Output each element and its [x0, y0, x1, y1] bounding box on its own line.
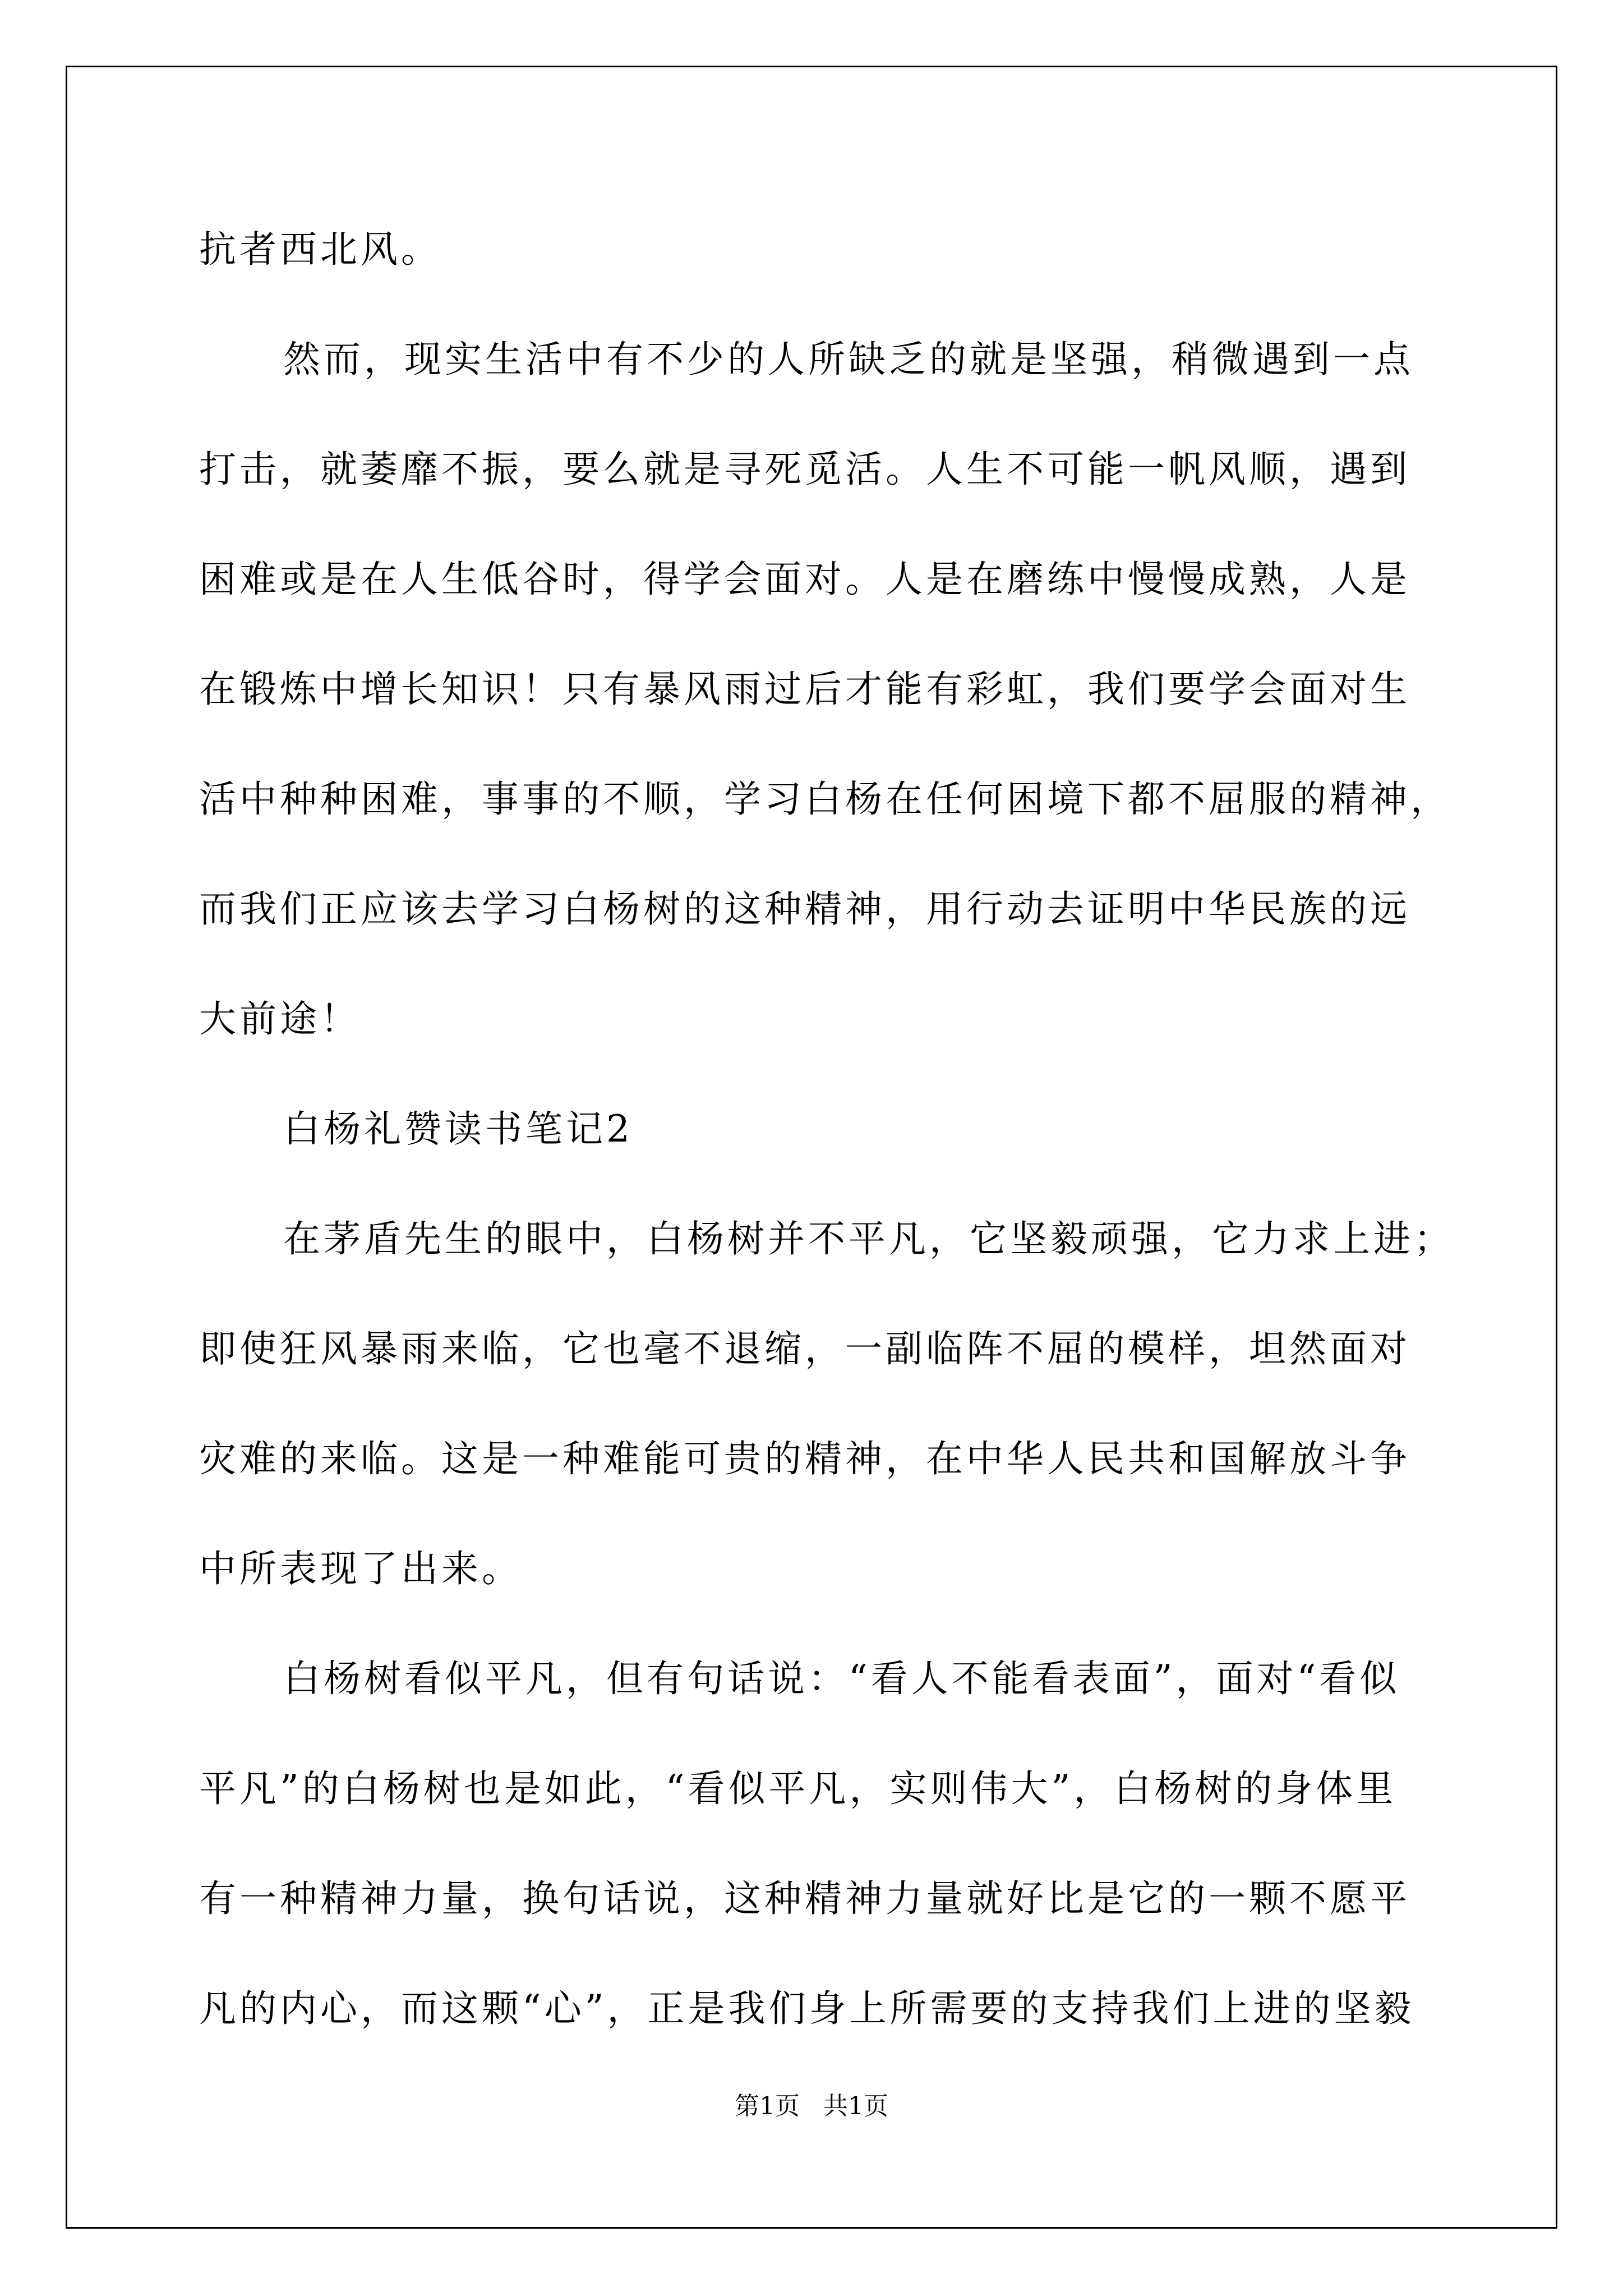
text-line: 即使狂风暴雨来临，它也毫不退缩，一副临阵不屈的模样，坦然面对	[199, 1327, 1410, 1370]
text-line: 大前途！	[199, 997, 361, 1041]
text-line: 活中种种困难，事事的不顺，学习白杨在任何困境下都不屈服的精神，	[199, 777, 1451, 821]
text-line: 有一种精神力量，换句话说，这种精神力量就好比是它的一颗不愿平	[199, 1877, 1410, 1920]
text-line: 在茅盾先生的眼中，白杨树并不平凡，它坚毅顽强，它力求上进；	[283, 1217, 1454, 1260]
text-line: 抗者西北风。	[199, 228, 441, 271]
text-line: 凡的内心，而这颗“心”，正是我们身上所需要的支持我们上进的坚毅	[199, 1987, 1415, 2030]
page-footer: 第1页 共1页	[735, 2092, 888, 2120]
text-line: 在锻炼中增长知识！只有暴风雨过后才能有彩虹，我们要学会面对生	[199, 668, 1410, 711]
text-line: 然而，现实生活中有不少的人所缺乏的就是坚强，稍微遇到一点	[283, 338, 1414, 381]
text-line: 困难或是在人生低谷时，得学会面对。人是在磨练中慢慢成熟，人是	[199, 558, 1410, 601]
text-line: 白杨树看似平凡，但有句话说：“看人不能看表面”，面对“看似	[283, 1657, 1400, 1700]
section-heading: 白杨礼赞读书笔记2	[283, 1107, 633, 1151]
text-line: 而我们正应该去学习白杨树的这种精神，用行动去证明中华民族的远	[199, 887, 1410, 931]
text-line: 打击，就萎靡不振，要么就是寻死觅活。人生不可能一帆风顺，遇到	[199, 448, 1410, 491]
text-line: 中所表现了出来。	[199, 1547, 522, 1590]
text-line: 灾难的来临。这是一种难能可贵的精神，在中华人民共和国解放斗争	[199, 1437, 1410, 1480]
text-line: 平凡”的白杨树也是如此，“看似平凡，实则伟大”，白杨树的身体里	[199, 1767, 1397, 1810]
